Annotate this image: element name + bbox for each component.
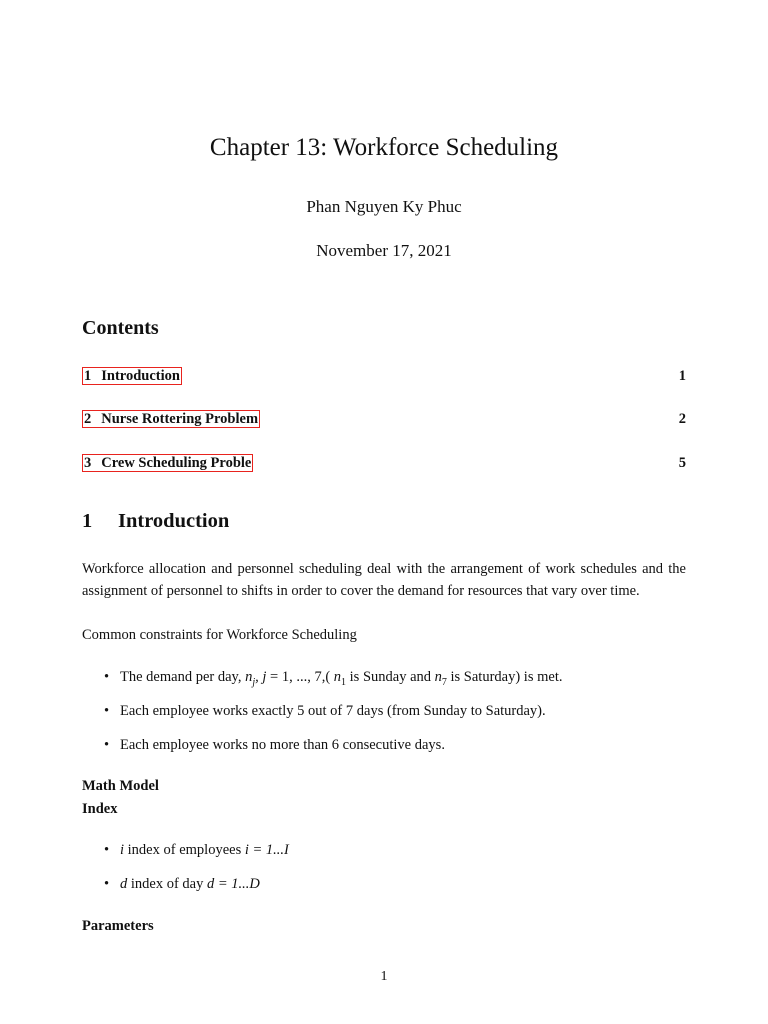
toc-title: Nurse Rottering Problem [101, 411, 259, 427]
toc-entry [82, 367, 686, 385]
bullet-icon: • [104, 703, 110, 719]
toc-page-number: 5 [678, 455, 686, 471]
document-date: November 17, 2021 [316, 241, 452, 260]
math-expression: d = 1...D [206, 876, 260, 892]
math-expression: n [333, 669, 342, 685]
math-expression: i = 1...I [244, 842, 289, 858]
constraint-text-part: is Sunday and [346, 669, 435, 685]
index-item [104, 874, 260, 894]
index-item-text: index of day [127, 876, 207, 892]
page-number: 1 [380, 969, 388, 984]
math-expression: n [434, 669, 442, 685]
section-heading-introduction [82, 510, 229, 533]
constraint-text: Each employee works exactly 5 out of 7 days (from Sunday to Saturday). [120, 703, 546, 719]
math-variable: i [120, 842, 125, 858]
contents-heading: Contents [82, 317, 159, 339]
constraint-text-part: The demand per day, [120, 669, 246, 685]
bullet-icon: • [104, 669, 110, 685]
toc-page-number: 2 [678, 411, 686, 427]
index-item-text: index of employees [124, 842, 245, 858]
document-author: Phan Nguyen Ky Phuc [306, 197, 462, 216]
constraint-item [104, 735, 445, 755]
bullet-icon: • [104, 876, 110, 892]
intro-paragraph: Workforce allocation and personnel scheduling deal with the arrangement of work schedules and the assignment of personnel to shifts in order to cover the demand for resources that vary over time. [82, 561, 686, 599]
constraint-text: Each employee works no more than 6 consecutive days. [120, 737, 445, 753]
math-expression: $n_j$, j [245, 669, 267, 688]
constraint-item: • The demand per day, $n_j$, j = 1, ..., 7,( $n_1$ is Sunday and $n_7$ is Saturday) is met. [104, 669, 563, 688]
constraints-intro: Common constraints for Workforce Scheduling [82, 627, 357, 643]
document-title: Chapter 13: Workforce Scheduling [209, 134, 559, 161]
toc-link-introduction[interactable] [82, 367, 182, 385]
toc-title: Crew Scheduling Proble [101, 455, 252, 471]
toc-link-crew-scheduling[interactable] [82, 454, 253, 472]
index-item [104, 840, 289, 860]
section-title: Introduction [118, 510, 230, 532]
bullet-icon: • [104, 842, 110, 858]
constraint-text-part: is Saturday) is met. [446, 669, 563, 685]
bullet-icon: • [104, 737, 110, 753]
index-label: Index [82, 801, 118, 817]
toc-number: 3 [84, 455, 92, 471]
toc-title: Introduction [101, 368, 180, 384]
parameters-label: Parameters [82, 918, 154, 934]
toc-number: 2 [84, 411, 92, 427]
toc-number: 1 [84, 368, 92, 384]
constraint-item [104, 701, 546, 721]
section-number: 1 [82, 510, 93, 532]
math-model-label: Math Model [82, 778, 159, 794]
toc-link-nurse-rottering[interactable] [82, 410, 260, 428]
toc-entry [82, 410, 686, 428]
toc-page-number: 1 [678, 368, 686, 384]
toc-entry [82, 454, 686, 472]
math-variable: d [120, 876, 128, 892]
